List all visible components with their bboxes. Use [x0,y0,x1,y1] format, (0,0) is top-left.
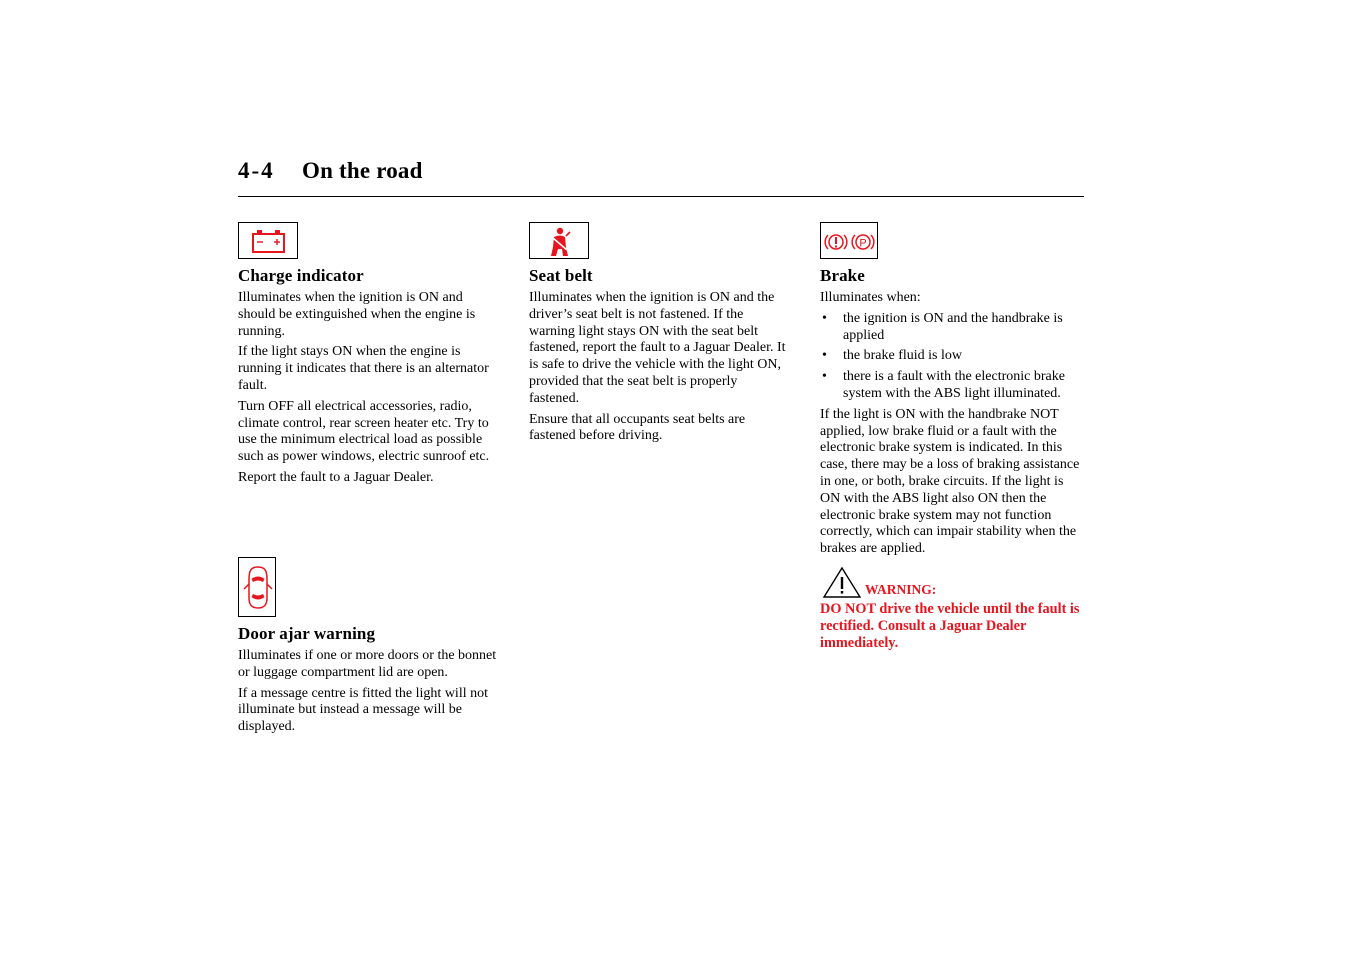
charge-paragraph-1: Illuminates when the ignition is ON and should be extinguished when the engine is running. [238,290,476,339]
svg-text:P: P [859,237,867,250]
door-ajar-paragraph-1: Illuminates if one or more doors or the bonnet or luggage compartment lid are open. [238,648,497,680]
brake-warning-callout [820,566,1086,651]
charge-paragraph-3: Turn OFF all electrical accessories, radio, climate control, rear screen heater etc. Try to use the minimum electrical load as possible such as power windows, electric sunroof etc. [238,398,490,465]
charge-paragraph-4: Report the fault to a Jaguar Dealer. [238,469,434,485]
page-number: 4-4 [238,158,275,183]
brake-intro: Illuminates when: [820,290,921,305]
door-ajar-icon-box [238,557,276,617]
seat-belt-paragraph-2: Ensure that all occupants seat belts are fastened before driving. [529,411,746,444]
door-ajar-title: Door ajar warning [238,624,376,643]
seat-belt-paragraph-1: Illuminates when the ignition is ON and the driver’s seat belt is not fastened. If the warning light stays ON with the seat belt fastened, report the fault to a Jaguar Dealer. It is safe to drive the vehicle with the light ON, provided that the seat belt is properly fastened. [529,290,786,406]
seat-belt-icon-box [529,222,589,259]
seat-belt-icon [530,223,590,260]
brake-warning-icon [821,223,879,260]
brake-conditions-list [820,311,1086,403]
brake-icon-box [820,222,878,259]
list-item: • the brake fluid is low [822,348,962,364]
warning-label: WARNING: [865,581,937,597]
list-item: • the ignition is ON and the handbrake is applied [822,310,1063,343]
warning-text: DO NOT drive the vehicle until the fault is rectified. Consult a Jaguar Dealer immediately. [820,600,1080,651]
brake-section [820,222,1086,651]
door-ajar-section [238,557,500,740]
door-ajar-icon [239,558,277,618]
seat-belt-section [529,222,791,449]
warning-triangle-icon [822,566,862,599]
charge-indicator-icon-box [238,222,298,259]
battery-icon [239,223,299,260]
door-ajar-paragraph-2: If a message centre is fitted the light will not illuminate but instead a message will be displayed. [238,685,488,735]
charge-indicator-section [238,222,500,491]
warning-header [820,566,1086,600]
page-title [238,158,423,184]
brake-title: Brake [820,266,865,285]
charge-paragraph-2: If the light stays ON when the engine is running it indicates that there is an alternator fault. [238,344,489,393]
charge-indicator-title: Charge indicator [238,266,364,285]
brake-paragraph: If the light is ON with the handbrake NOT applied, low brake fluid or a fault with the electronic brake system is indicated. In this case, there may be a loss of braking assistance in one, or both, brake circuits. If the light is ON with the ABS light also ON then the electronic brake system may not function correctly, which can impair stability when the brakes are applied. [820,406,1080,557]
chapter-title: On the road [302,158,423,183]
list-item: • there is a fault with the electronic brake system with the ABS light illuminated. [822,369,1065,401]
page-header [238,158,1084,197]
seat-belt-title: Seat belt [529,266,593,285]
